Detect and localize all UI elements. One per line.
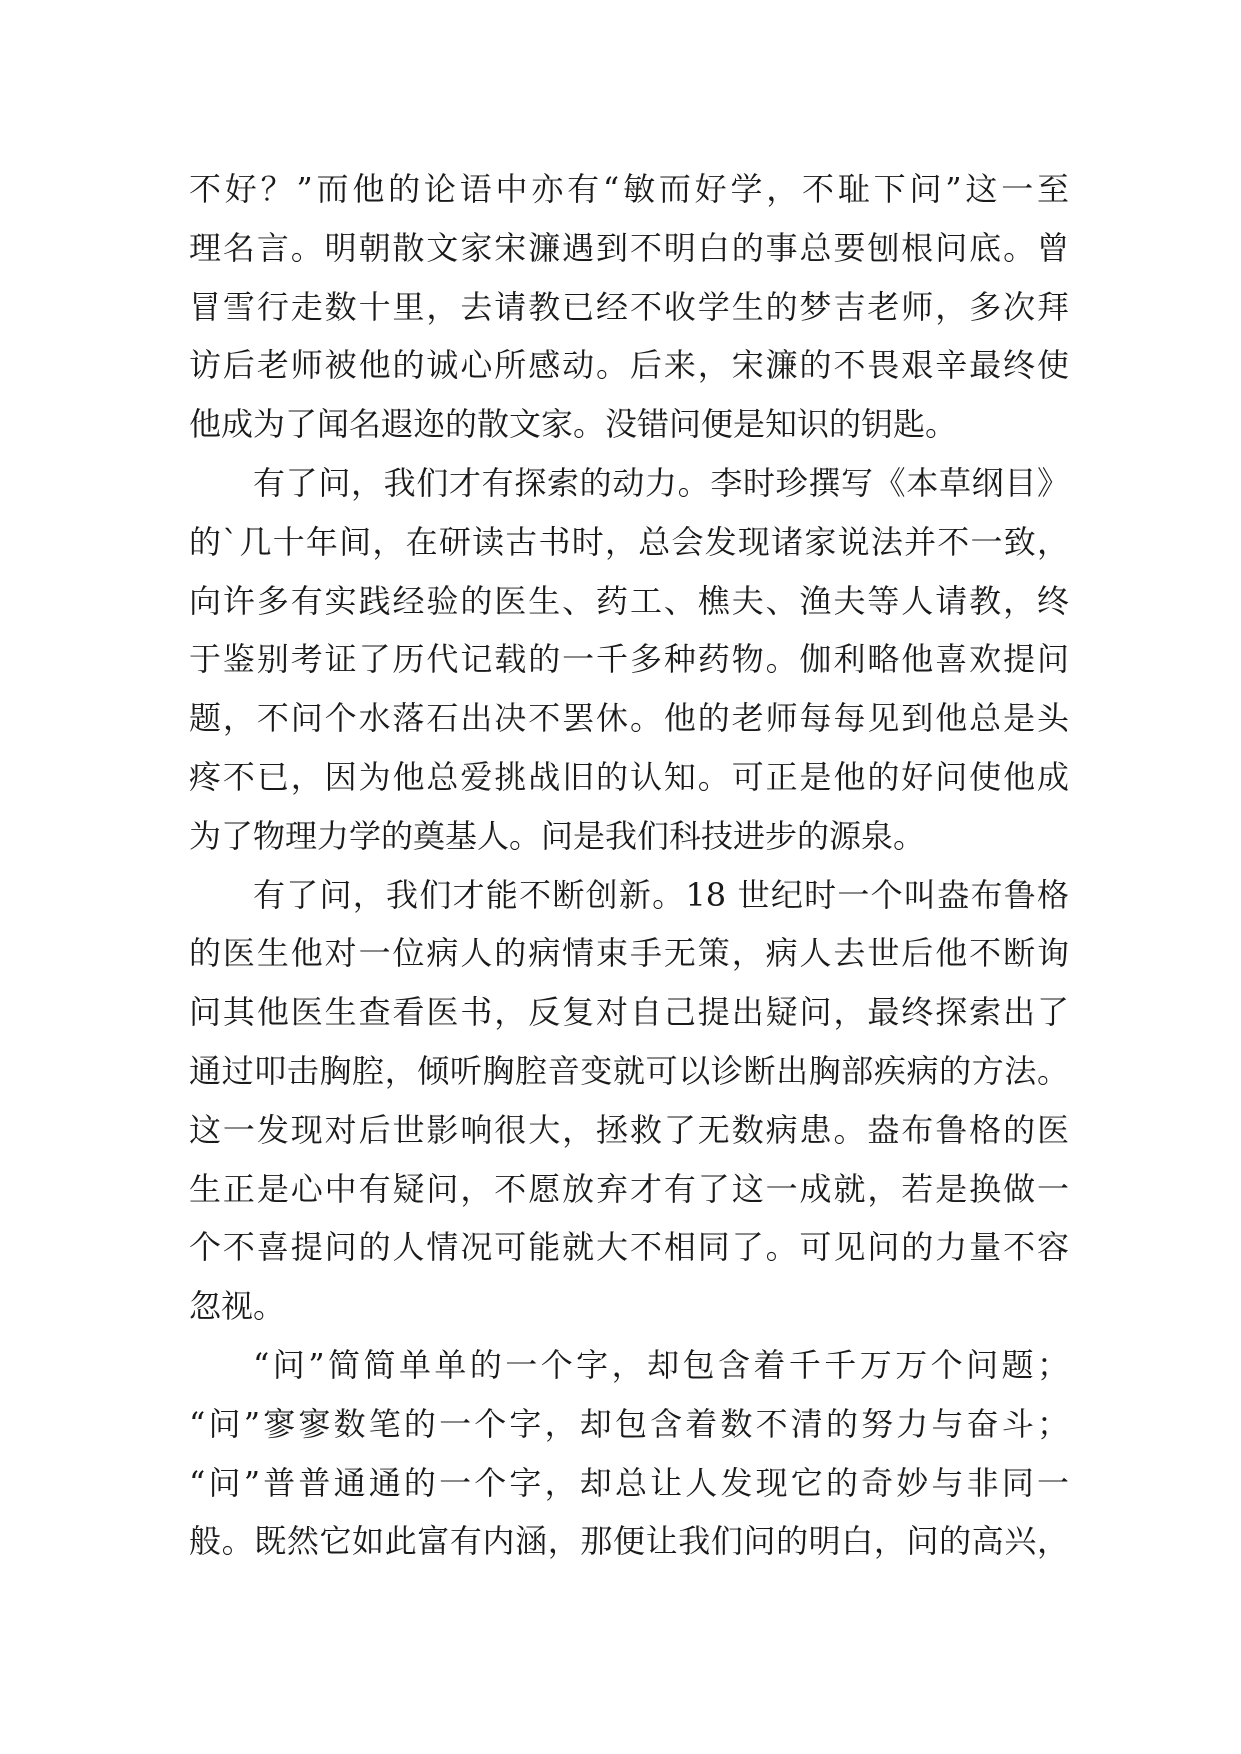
text-line: “问”寥寥数笔的一个字，却包含着数不清的努力与奋斗；	[189, 1404, 1069, 1443]
text-line: 冒雪行走数十里，去请教已经不收学生的梦吉老师，多次拜	[189, 287, 1069, 326]
text-line: 问其他医生查看医书，反复对自己提出疑问，最终探索出了	[189, 993, 1069, 1032]
text-line: 理名言。明朝散文家宋濂遇到不明白的事总要刨根问底。曾	[189, 228, 1069, 267]
paragraph-first-line: “问”简简单单的一个字，却包含着千千万万个问题；	[253, 1345, 1069, 1384]
text-line: 的`几十年间，在研读古书时，总会发现诸家说法并不一致，	[189, 522, 1069, 561]
text-line: 疼不已，因为他总爱挑战旧的认知。可正是他的好问使他成	[189, 757, 1069, 796]
text-line: 的医生他对一位病人的病情束手无策，病人去世后他不断询	[189, 934, 1069, 973]
text-line: 向许多有实践经验的医生、药工、樵夫、渔夫等人请教，终	[189, 581, 1069, 620]
paragraph-first-line: 有了问，我们才有探索的动力。李时珍撰写《本草纲目》	[253, 463, 1069, 502]
text-line: 忽视。	[189, 1287, 286, 1326]
text-line: 访后老师被他的诚心所感动。后来，宋濂的不畏艰辛最终使	[189, 346, 1069, 385]
text-line: 不好？”而他的论语中亦有“敏而好学，不耻下问”这一至	[189, 170, 1069, 208]
text-line: 为了物理力学的奠基人。问是我们科技进步的源泉。	[189, 816, 926, 855]
text-line: 于鉴别考证了历代记载的一千多种药物。伽利略他喜欢提问	[189, 640, 1069, 679]
text-line: 题，不问个水落石出决不罢休。他的老师每每见到他总是头	[189, 699, 1069, 738]
text-line: 他成为了闻名遐迩的散文家。没错问便是知识的钥匙。	[189, 405, 958, 444]
text-line: 个不喜提问的人情况可能就大不相同了。可见问的力量不容	[189, 1228, 1069, 1267]
text-line: 这一发现对后世影响很大，拯救了无数病患。盎布鲁格的医	[189, 1110, 1069, 1149]
text-line: “问”普普通通的一个字，却总让人发现它的奇妙与非同一	[189, 1463, 1069, 1502]
essay-body	[189, 160, 1069, 1571]
text-line: 通过叩击胸腔，倾听胸腔音变就可以诊断出胸部疾病的方法。	[189, 1051, 1069, 1090]
paragraph-first-line: 有了问，我们才能不断创新。18 世纪时一个叫盎布鲁格	[253, 875, 1069, 914]
text-line: 生正是心中有疑问，不愿放弃才有了这一成就，若是换做一	[189, 1169, 1069, 1208]
text-line: 般。既然它如此富有内涵，那便让我们问的明白，问的高兴，	[189, 1522, 1069, 1561]
